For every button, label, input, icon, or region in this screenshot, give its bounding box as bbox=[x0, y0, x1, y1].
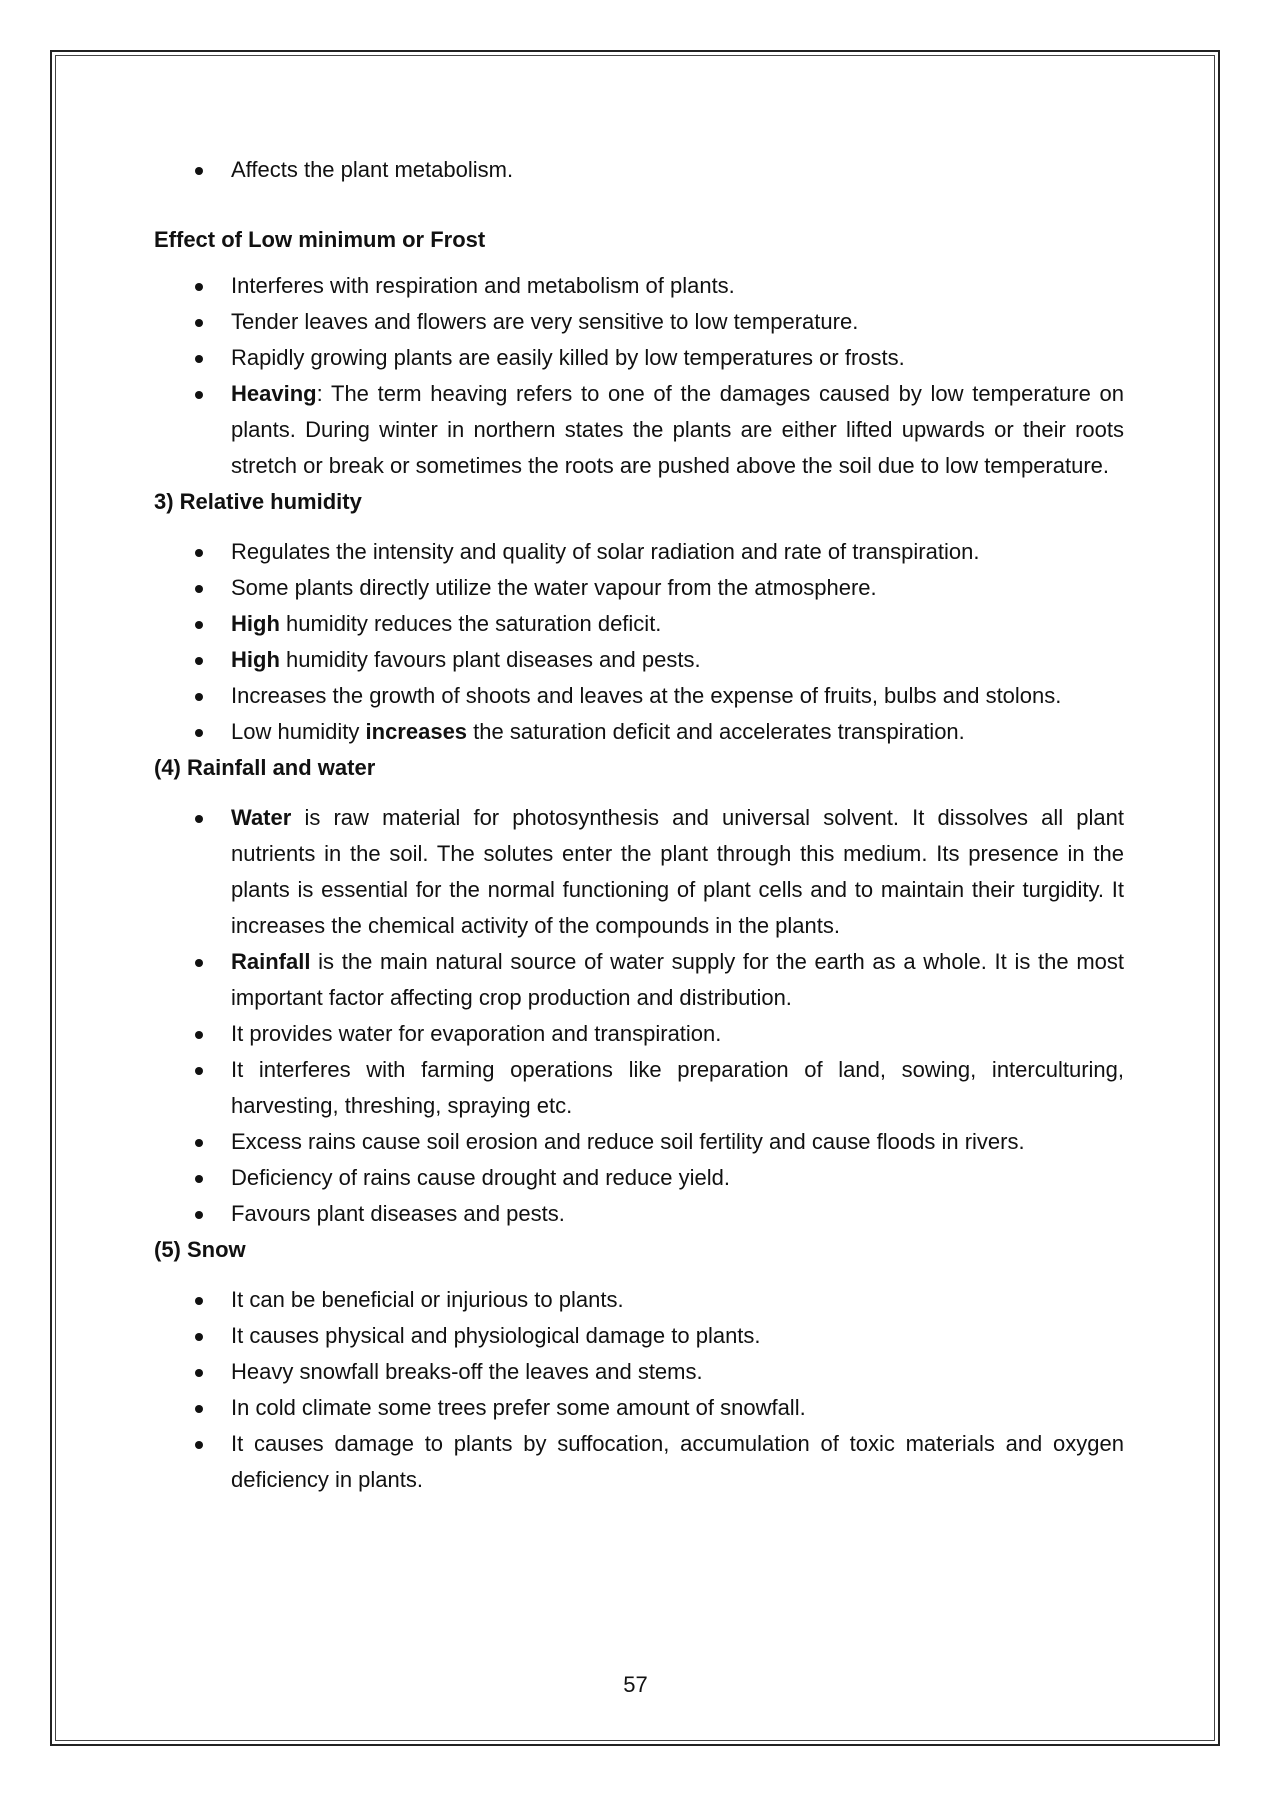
bullet-icon bbox=[195, 1333, 203, 1341]
bullet-icon bbox=[195, 1297, 203, 1305]
bullet-icon bbox=[195, 549, 203, 557]
bullet-icon bbox=[195, 585, 203, 593]
bullet-icon bbox=[195, 1211, 203, 1219]
list-item: Regulates the intensity and quality of solar radiation and rate of transpiration. bbox=[154, 534, 1124, 570]
bullet-icon bbox=[195, 621, 203, 629]
bullet-icon bbox=[195, 1067, 203, 1075]
bullet-icon bbox=[195, 319, 203, 327]
list-item: Water is raw material for photosynthesis and universal solvent. It dissolves all plant nutrients in the soil. The solutes enter the plant through this medium. Its presence in the plants is essential for the normal functioning of plant cells and to maintain their turgidity. It increases the chemical activity of the compounds in the plants. bbox=[154, 800, 1124, 944]
list-item: Some plants directly utilize the water vapour from the atmosphere. bbox=[154, 570, 1124, 606]
list-item: It can be beneficial or injurious to plants. bbox=[154, 1282, 1124, 1318]
list-item: High humidity favours plant diseases and pests. bbox=[154, 642, 1124, 678]
bullet-icon bbox=[195, 959, 203, 967]
list-item: It interferes with farming operations like preparation of land, sowing, interculturing, harvesting, threshing, spraying etc. bbox=[154, 1052, 1124, 1124]
bullet-icon bbox=[195, 1139, 203, 1147]
list-item: Heaving: The term heaving refers to one of the damages caused by low temperature on plants. During winter in northern states the plants are either lifted upwards or their roots stretch or break or sometimes the roots are pushed above the soil due to low temperature. bbox=[154, 376, 1124, 484]
bullet-icon bbox=[195, 1369, 203, 1377]
list-item: High humidity reduces the saturation deficit. bbox=[154, 606, 1124, 642]
list-item: It causes damage to plants by suffocation, accumulation of toxic materials and oxygen deficiency in plants. bbox=[154, 1426, 1124, 1498]
section-heading-rainfall: (4) Rainfall and water bbox=[154, 755, 376, 780]
list-item: It causes physical and physiological damage to plants. bbox=[154, 1318, 1124, 1354]
section-heading-snow: (5) Snow bbox=[154, 1237, 246, 1262]
bullet-icon bbox=[195, 729, 203, 737]
page-content bbox=[154, 152, 1124, 1498]
section-heading-frost: Effect of Low minimum or Frost bbox=[154, 227, 486, 252]
bullet-icon bbox=[195, 283, 203, 291]
section-heading-humidity: 3) Relative humidity bbox=[154, 489, 362, 514]
list-item: Heavy snowfall breaks-off the leaves and stems. bbox=[154, 1354, 1124, 1390]
bullet-icon bbox=[195, 1405, 203, 1413]
bullet-icon bbox=[195, 1441, 203, 1449]
page-number: 57 bbox=[623, 1672, 648, 1697]
list-item: Low humidity increases the saturation deficit and accelerates transpiration. bbox=[154, 714, 1124, 750]
list-item: In cold climate some trees prefer some amount of snowfall. bbox=[154, 1390, 1124, 1426]
list-item: Excess rains cause soil erosion and reduce soil fertility and cause floods in rivers. bbox=[154, 1124, 1124, 1160]
bullet-icon bbox=[195, 355, 203, 363]
list-item: Affects the plant metabolism. bbox=[154, 152, 1124, 188]
bullet-icon bbox=[195, 815, 203, 823]
list-item: Favours plant diseases and pests. bbox=[154, 1196, 1124, 1232]
list-item: Rainfall is the main natural source of water supply for the earth as a whole. It is the most important factor affecting crop production and distribution. bbox=[154, 944, 1124, 1016]
bullet-icon bbox=[195, 1175, 203, 1183]
list-item: Increases the growth of shoots and leaves at the expense of fruits, bulbs and stolons. bbox=[154, 678, 1124, 714]
list-item: Tender leaves and flowers are very sensitive to low temperature. bbox=[154, 304, 1124, 340]
list-item: Rapidly growing plants are easily killed by low temperatures or frosts. bbox=[154, 340, 1124, 376]
bullet-icon bbox=[195, 1031, 203, 1039]
bullet-icon bbox=[195, 391, 203, 399]
bullet-icon bbox=[195, 693, 203, 701]
list-item: Deficiency of rains cause drought and reduce yield. bbox=[154, 1160, 1124, 1196]
list-item: It provides water for evaporation and transpiration. bbox=[154, 1016, 1124, 1052]
bullet-icon bbox=[195, 657, 203, 665]
list-item: Interferes with respiration and metabolism of plants. bbox=[154, 268, 1124, 304]
bullet-icon bbox=[195, 167, 203, 175]
